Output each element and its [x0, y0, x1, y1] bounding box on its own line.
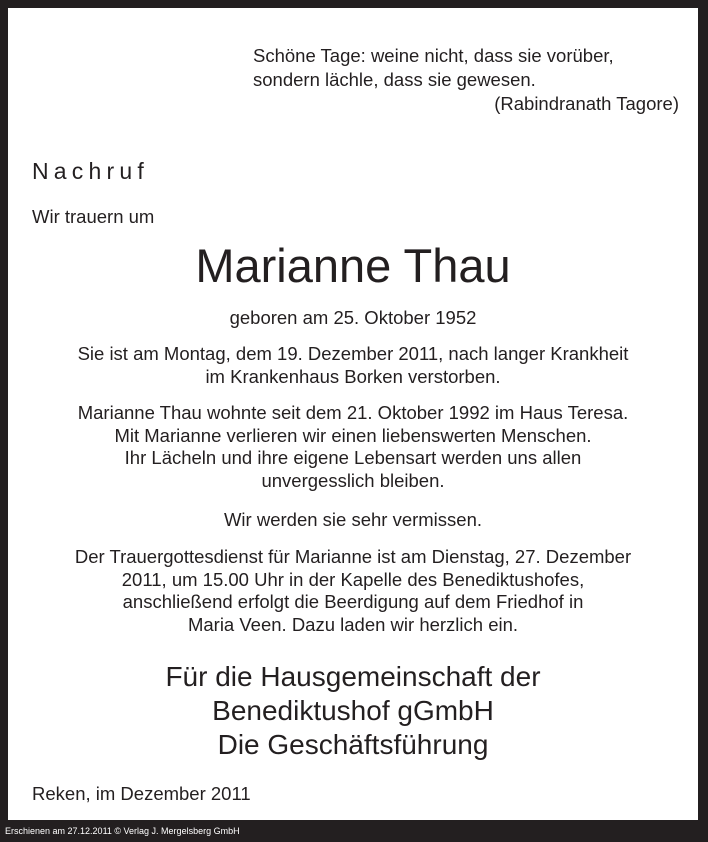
quote-author: (Rabindranath Tagore)	[494, 93, 679, 114]
death-notice-line: Sie ist am Montag, dem 19. Dezember 2011, nach langer Krankheit	[77, 343, 629, 364]
place-date: Reken, im Dezember 2011	[32, 783, 251, 804]
signature-line: Benediktushof gGmbH	[212, 695, 494, 726]
service-paragraph	[8, 546, 698, 636]
signature-line: Für die Hausgemeinschaft der	[165, 661, 541, 692]
service-line: Der Trauergottesdienst für Marianne ist am Dienstag, 27. Dezember	[74, 546, 632, 567]
intro-text: Wir trauern um	[32, 206, 155, 227]
signature-block	[8, 660, 698, 762]
notice-heading: Nachruf	[32, 158, 149, 184]
residence-line: Marianne Thau wohnte seit dem 21. Oktober 1992 im Haus Teresa.	[77, 402, 629, 423]
quote-line: sondern lächle, dass sie gewesen.	[253, 69, 536, 90]
birth-date-text: geboren am 25. Oktober 1952	[229, 307, 477, 328]
service-line: anschließend erfolgt die Beerdigung auf dem Friedhof in	[122, 591, 584, 612]
residence-line: Ihr Lächeln und ihre eigene Lebensart werden uns allen	[124, 447, 582, 468]
death-notice	[8, 343, 698, 388]
signature-line: Die Geschäftsführung	[217, 729, 489, 760]
obituary-notice	[8, 8, 698, 820]
residence-line: Mit Marianne verlieren wir einen liebenswerten Menschen.	[114, 424, 592, 446]
miss-line: Wir werden sie sehr vermissen.	[223, 509, 483, 530]
residence-line: unvergesslich bleiben.	[261, 469, 445, 491]
service-line: 2011, um 15.00 Uhr in der Kapelle des Benediktushofes,	[121, 568, 585, 590]
miss-paragraph	[8, 509, 698, 532]
quote-line: Schöne Tage: weine nicht, dass sie vorüber,	[253, 45, 614, 66]
deceased-name: Marianne Thau	[195, 239, 511, 292]
quote-block	[253, 44, 679, 116]
birth-date	[8, 307, 698, 330]
publication-footer: Erschienen am 27.12.2011 © Verlag J. Mergelsberg GmbH	[5, 826, 240, 836]
death-notice-line: im Krankenhaus Borken verstorben.	[205, 365, 501, 387]
service-line: Maria Veen. Dazu laden wir herzlich ein.	[187, 613, 519, 635]
residence-paragraph	[8, 402, 698, 492]
